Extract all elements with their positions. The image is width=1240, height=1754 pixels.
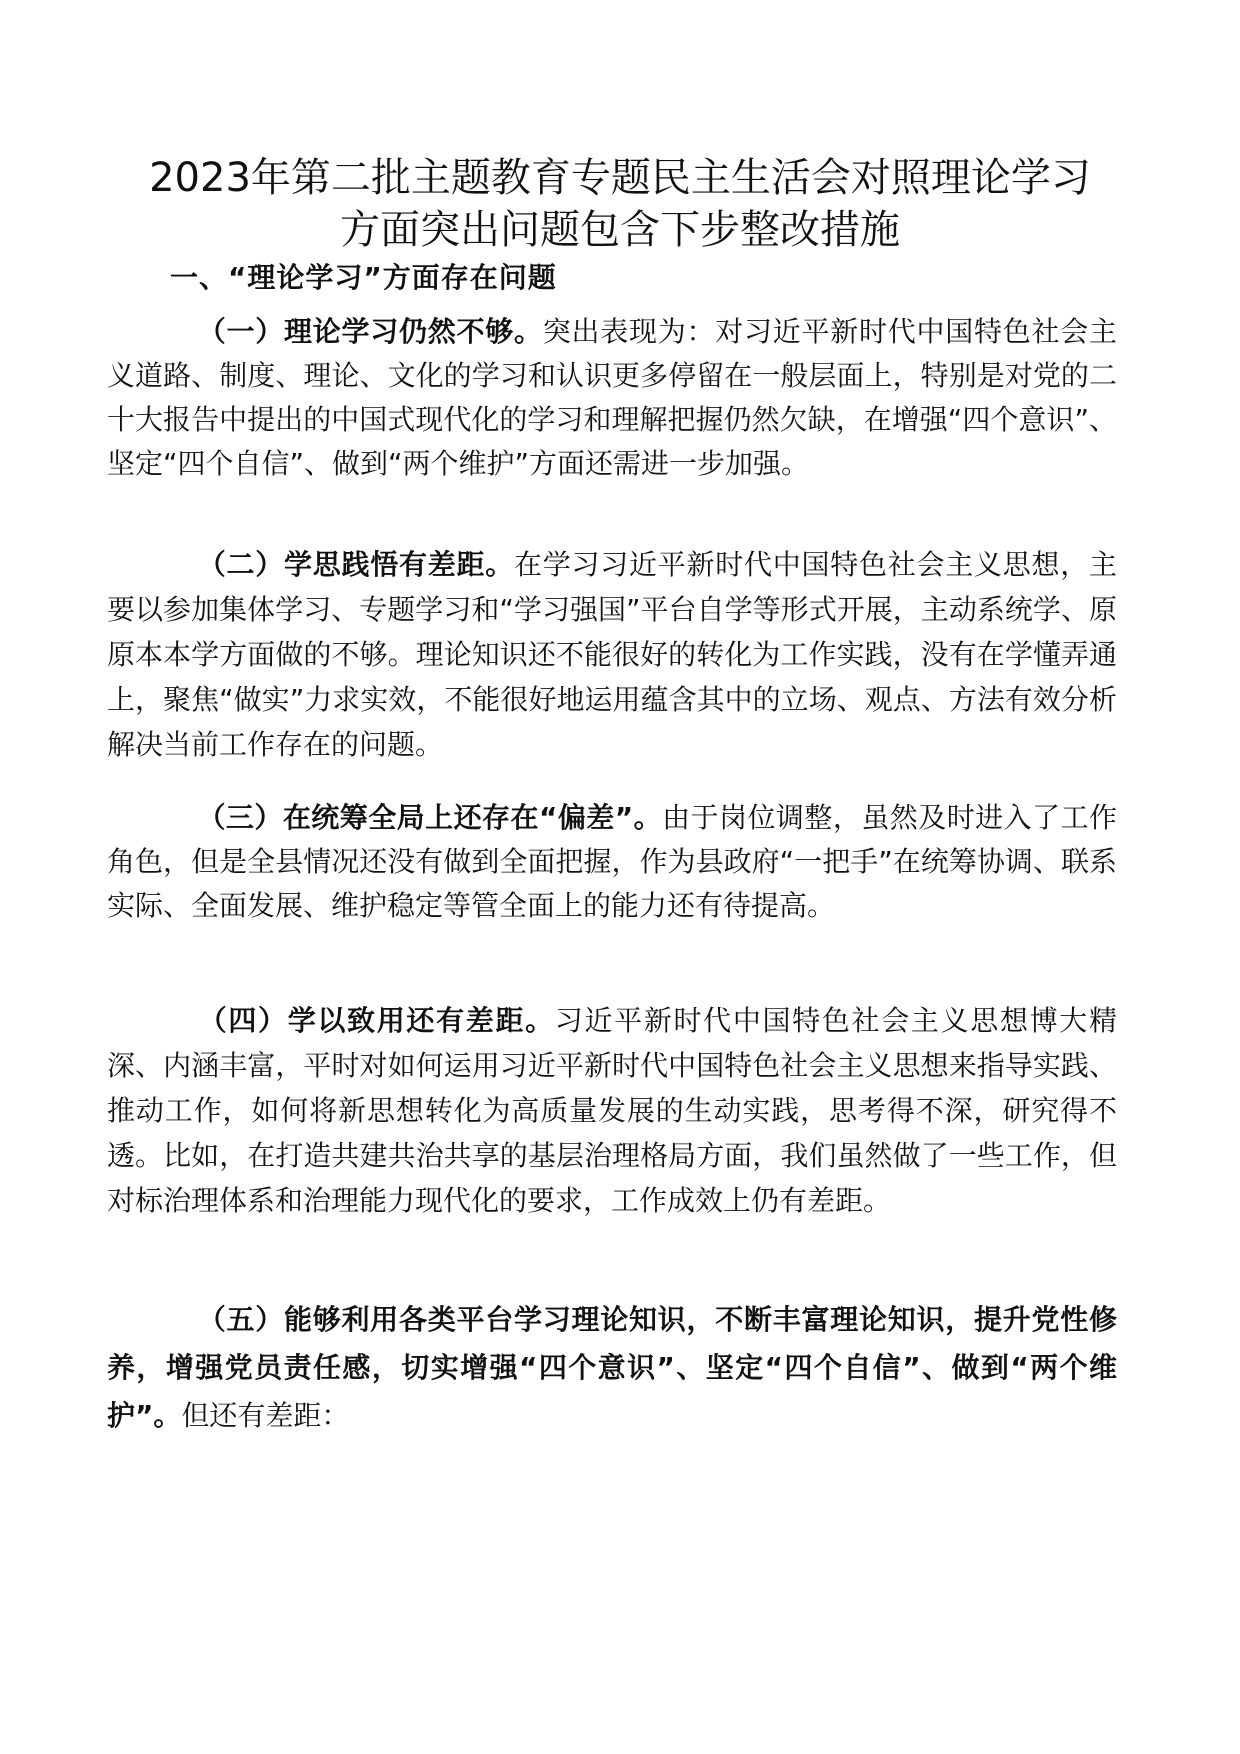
paragraph-3-body: 由于岗位调整，虽然及时进入了工作角色，但是全县情况还没有做到全面把握，作为县政府“一把手”在统筹协调、联系实际、全面发展、维护稳定等管全面上的能力还有待提高。 xyxy=(107,801,1117,922)
paragraph-2-body: 在学习习近平新时代中国特色社会主义思想，主要以参加集体学习、专题学习和“学习强国”平台自学等形式开展，主动系统学、原原本本学方面做的不够。理论知识还不能很好的转化为工作实践，没有在学懂弄通上，聚焦“做实”力求实效，不能很好地运用蕴含其中的立场、观点、方法有效分析解决当前工作存在的问题。 xyxy=(107,548,1117,761)
paragraph-2-lead: （二）学思践悟有差距。 xyxy=(197,548,514,581)
paragraph-1-lead: （一）理论学习仍然不够。 xyxy=(197,315,543,348)
section-heading: 一、“理论学习”方面存在问题 xyxy=(170,261,557,294)
paragraph-5-body: 但还有差距： xyxy=(181,1399,350,1432)
paragraph-5 xyxy=(107,1296,1117,1440)
title-line-2: 方面突出问题包含下步整改措施 xyxy=(340,207,900,253)
paragraph-4-lead: （四）学以致用还有差距。 xyxy=(197,1004,555,1037)
document-title xyxy=(100,152,1140,256)
paragraph-5-lead: （五）能够利用各类平台学习理论知识，不断丰富理论知识，提升党性修养，增强党员责任感，切实增强“四个意识”、坚定“四个自信”、做到“两个维护”。 xyxy=(107,1303,1117,1432)
paragraph-4 xyxy=(107,998,1117,1223)
title-line-1: 2023年第二批主题教育专题民主生活会对照理论学习 xyxy=(149,155,1091,201)
paragraph-4-body: 习近平新时代中国特色社会主义思想博大精深、内涵丰富，平时对如何运用习近平新时代中国特色社会主义思想来指导实践、推动工作，如何将新思想转化为高质量发展的生动实践，思考得不深，研究得不透。比如，在打造共建共治共享的基层治理格局方面，我们虽然做了一些工作，但对标治理体系和治理能力现代化的要求，工作成效上仍有差距。 xyxy=(107,1004,1117,1217)
paragraph-1 xyxy=(107,310,1117,486)
paragraph-2 xyxy=(107,542,1117,767)
paragraph-3 xyxy=(107,796,1117,928)
paragraph-1-body: 突出表现为：对习近平新时代中国特色社会主义道路、制度、理论、文化的学习和认识更多停留在一般层面上，特别是对党的二十大报告中提出的中国式现代化的学习和理解把握仍然欠缺，在增强“四个意识”、坚定“四个自信”、做到“两个维护”方面还需进一步加强。 xyxy=(107,315,1117,480)
paragraph-3-lead: （三）在统筹全局上还存在“偏差”。 xyxy=(197,801,663,834)
